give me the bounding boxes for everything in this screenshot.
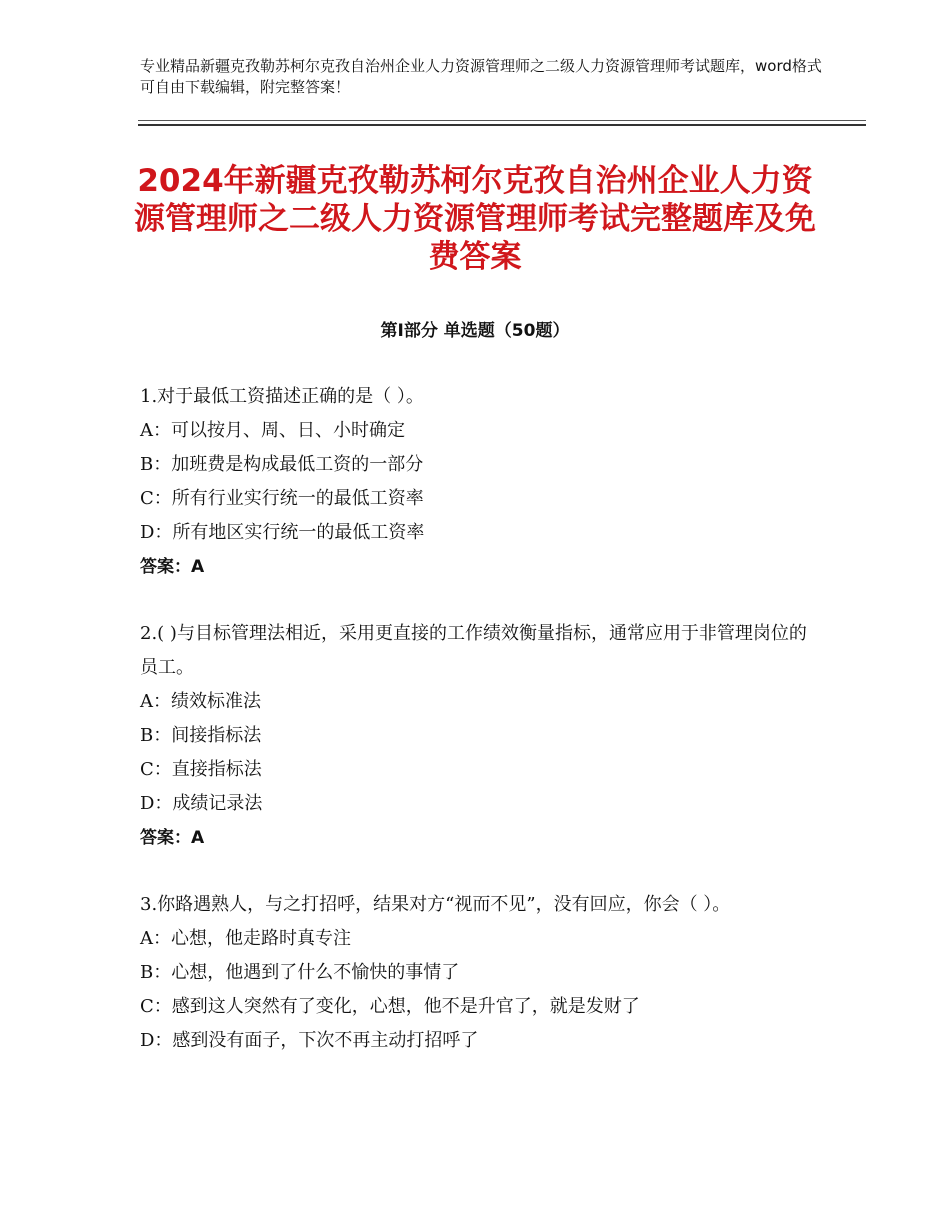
header-note: 专业精品新疆克孜勒苏柯尔克孜自治州企业人力资源管理师之二级人力资源管理师考试题库，word格式可自由下载编辑，附完整答案！ [140, 57, 822, 96]
option-c: C：直接指标法 [140, 759, 262, 780]
option-a: A：绩效标准法 [140, 691, 261, 712]
question-2 [140, 617, 820, 855]
document-title: 2024年新疆克孜勒苏柯尔克孜自治州企业人力资源管理师之二级人力资源管理师考试完整题库及免费答案 [134, 163, 816, 275]
header-rule-thin [138, 120, 866, 121]
question-3 [140, 888, 820, 1058]
option-a: A：可以按月、周、日、小时确定 [140, 420, 405, 441]
option-a: A：心想，他走路时真专注 [140, 928, 351, 949]
question-1 [140, 380, 820, 584]
option-d: D：所有地区实行统一的最低工资率 [140, 522, 425, 543]
option-b: B：心想，他遇到了什么不愉快的事情了 [140, 962, 460, 983]
section-title: 第Ⅰ部分 单选题（50题） [380, 321, 570, 341]
option-d: D：感到没有面子，下次不再主动打招呼了 [140, 1030, 479, 1051]
header-rule-thick [138, 124, 866, 126]
option-b: B：加班费是构成最低工资的一部分 [140, 454, 424, 475]
option-c: C：所有行业实行统一的最低工资率 [140, 488, 424, 509]
question-stem: 2.( )与目标管理法相近，采用更直接的工作绩效衡量指标，通常应用于非管理岗位的员工。 [140, 623, 807, 678]
question-stem: 1.对于最低工资描述正确的是（ ）。 [140, 386, 424, 407]
answer-line: 答案：A [140, 557, 205, 577]
question-stem: 3.你路遇熟人，与之打招呼，结果对方“视而不见”，没有回应，你会（ ）。 [140, 894, 731, 915]
option-d: D：成绩记录法 [140, 793, 263, 814]
answer-line: 答案：A [140, 828, 205, 848]
option-c: C：感到这人突然有了变化，心想，他不是升官了，就是发财了 [140, 996, 640, 1017]
question-list [140, 380, 820, 1091]
option-b: B：间接指标法 [140, 725, 262, 746]
